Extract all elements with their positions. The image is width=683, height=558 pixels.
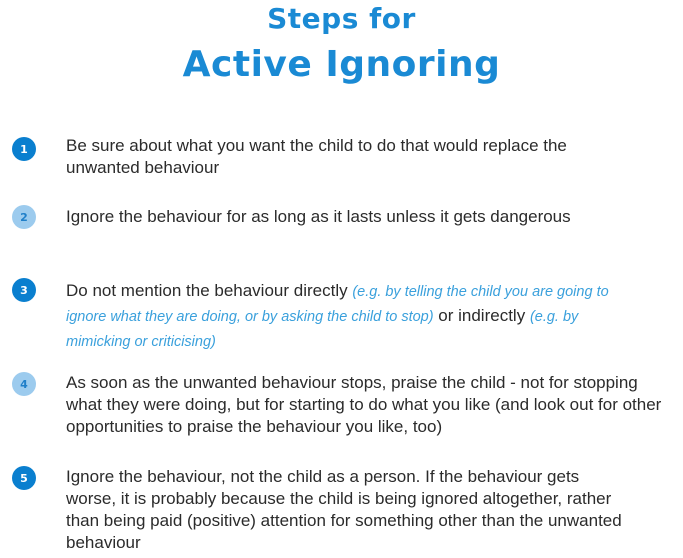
step-number-badge: 2: [12, 205, 36, 229]
step-number-badge: 5: [12, 466, 36, 490]
step-text-main: or indirectly: [433, 306, 530, 325]
step-text: [66, 279, 646, 354]
step-text-main: Do not mention the behaviour directly: [66, 281, 353, 300]
step-text: Be sure about what you want the child to do that would replace the unwanted behaviour: [66, 136, 567, 177]
step-text: Ignore the behaviour for as long as it lasts unless it gets dangerous: [66, 207, 571, 226]
title-line-2: Active Ignoring: [182, 44, 501, 85]
title-line-1: Steps for: [267, 2, 416, 35]
example-text: (e.g. by mimicking or criticising): [66, 309, 579, 350]
step-number-badge: 4: [12, 372, 36, 396]
example-text: (e.g. by telling the child you are going to ignore what they are doing, or by asking the child to stop): [66, 284, 609, 325]
step-text: As soon as the unwanted behaviour stops, praise the child - not for stopping what they were doing, but for starting to do what you like (and look out for other opportunities to praise the behaviour you like, too): [66, 373, 662, 436]
step-number-badge: 1: [12, 137, 36, 161]
step-text: Ignore the behaviour, not the child as a person. If the behaviour gets worse, it is probably because the child is being ignored altogether, rather than being paid (positive) attention for something other than the unwanted behaviour: [66, 467, 622, 552]
step-number-badge: 3: [12, 278, 36, 302]
